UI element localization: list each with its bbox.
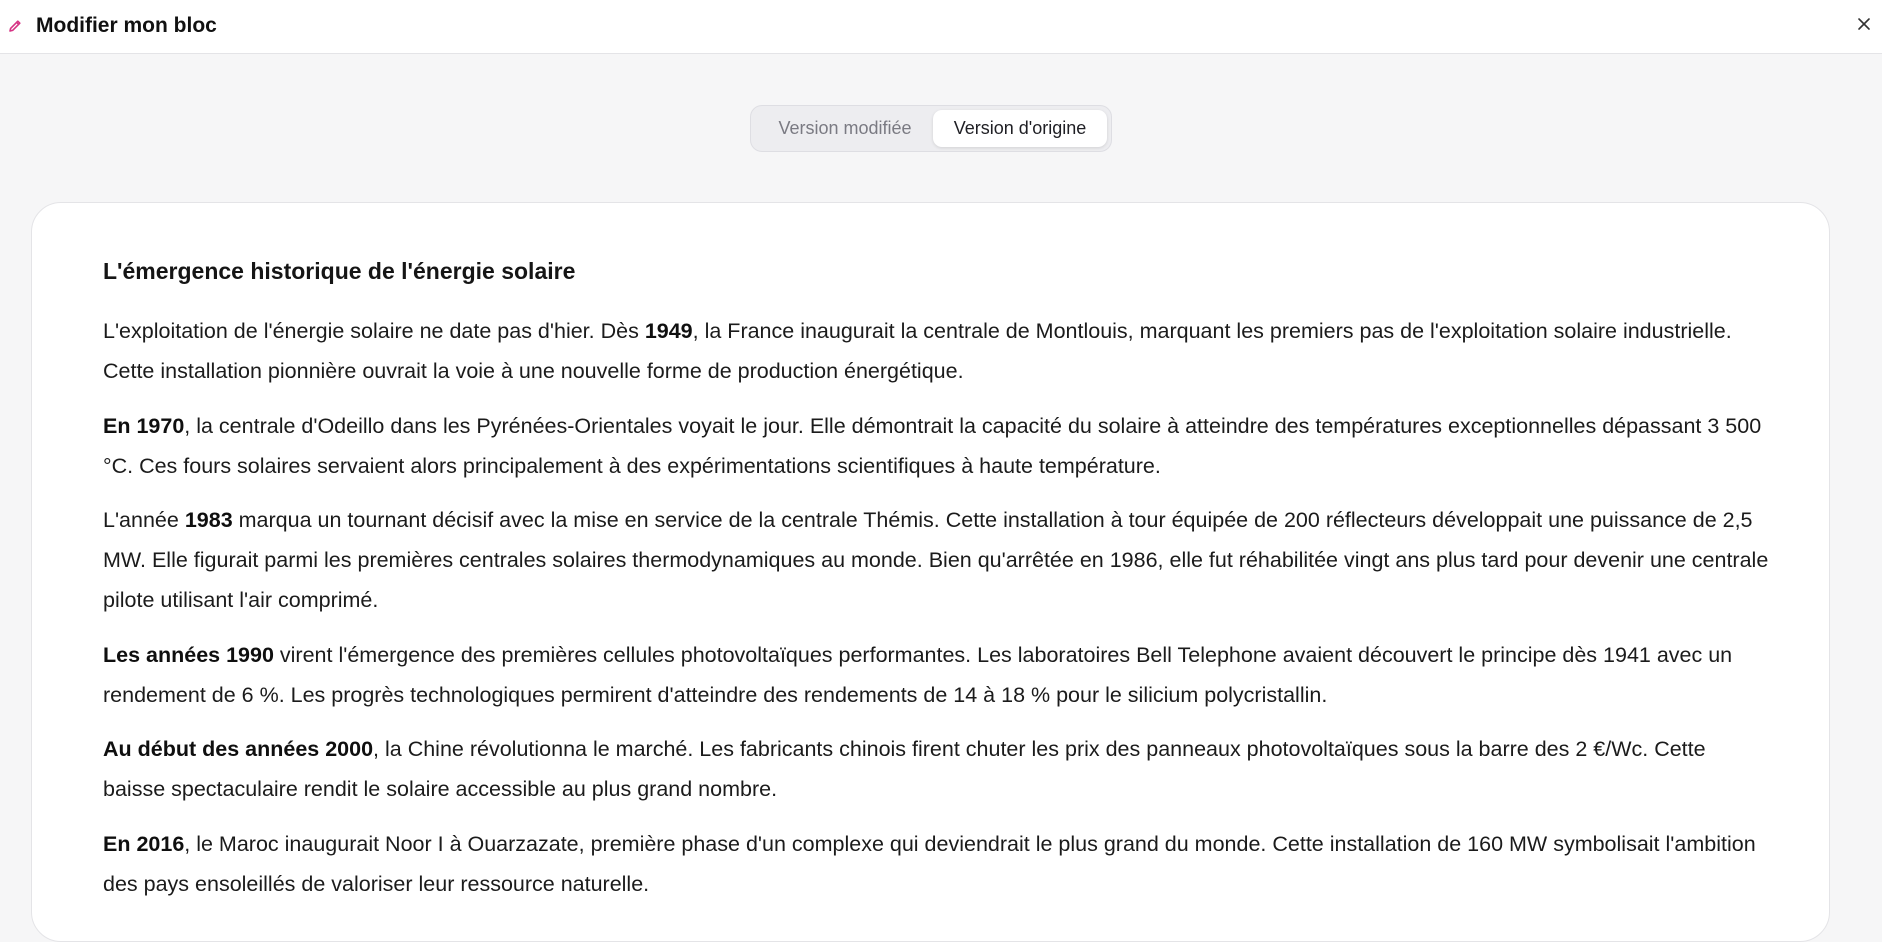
tab-modified-version[interactable]: Version modifiée	[778, 118, 912, 138]
paragraph-highlight: Au début des années 2000	[103, 737, 374, 761]
paragraph-highlight: En 1970	[103, 414, 185, 438]
paragraph-highlight: 1983	[184, 508, 233, 532]
paragraph-1983	[103, 500, 1773, 620]
close-button[interactable]	[1850, 12, 1878, 40]
pencil-icon	[7, 18, 23, 34]
paragraph-2000	[103, 729, 1773, 809]
modal-title: Modifier mon bloc	[36, 14, 217, 37]
paragraph-text: L'année	[103, 508, 185, 532]
paragraph-highlight: 1949	[644, 319, 693, 343]
paragraph-2016	[103, 824, 1773, 904]
paragraph-text: , la Chine révolutionna le marché. Les fabricants chinois firent chuter les prix des panneaux photovoltaïques sous la barre des 2 €/Wc. Cette baisse spectaculaire rendit le solaire accessible au plus grand nombre.	[103, 737, 1706, 801]
paragraph-1990	[103, 635, 1773, 715]
paragraph-text: virent l'émergence des premières cellules photovoltaïques performantes. Les laboratoires Bell Telephone avaient découvert le principe dès 1941 avec un rendement de 6 %. Les progrès technologiques permirent d'atteindre des rendements de 14 à 18 % pour le silicium polycristallin.	[103, 643, 1733, 707]
paragraph-1949	[103, 311, 1773, 391]
paragraph-text: marqua un tournant décisif avec la mise en service de la centrale Thémis. Cette installation à tour équipée de 200 réflecteurs développait une puissance de 2,5 MW. Elle figurait parmi les premières centrales solaires thermodynamiques au monde. Bien qu'arrêtée en 1986, elle fut réhabilitée vingt ans plus tard pour devenir une centrale pilote utilisant l'air comprimé.	[103, 508, 1769, 612]
paragraph-text: , le Maroc inaugurait Noor I à Ouarzazate, première phase d'un complexe qui deviendrait le plus grand du monde. Cette installation de 160 MW symbolisait l'ambition des pays ensoleillés de valoriser leur ressource naturelle.	[103, 832, 1756, 896]
paragraph-highlight: En 2016	[103, 832, 185, 856]
close-icon	[1857, 17, 1871, 36]
tab-original-version[interactable]: Version d'origine	[933, 110, 1107, 147]
paragraph-text: , la centrale d'Odeillo dans les Pyrénées-Orientales voyait le jour. Elle démontrait la capacité du solaire à atteindre des températures exceptionnelles dépassant 3 500 °C. Ces fours solaires servaient alors principalement à des expérimentations scientifiques à haute température.	[103, 414, 1762, 478]
paragraph-text: L'exploitation de l'énergie solaire ne date pas d'hier. Dès	[103, 319, 645, 343]
paragraph-highlight: Les années 1990	[103, 643, 274, 667]
version-toggle	[750, 105, 1112, 152]
paragraph-text: , la France inaugurait la centrale de Montlouis, marquant les premiers pas de l'exploitation solaire industrielle. Cette installation pionnière ouvrait la voie à une nouvelle forme de production énergétique.	[103, 319, 1732, 383]
article-title: L'émergence historique de l'énergie solaire	[103, 258, 576, 284]
modal-header	[0, 0, 1882, 54]
paragraph-1970	[103, 406, 1773, 486]
content-card	[31, 202, 1830, 942]
